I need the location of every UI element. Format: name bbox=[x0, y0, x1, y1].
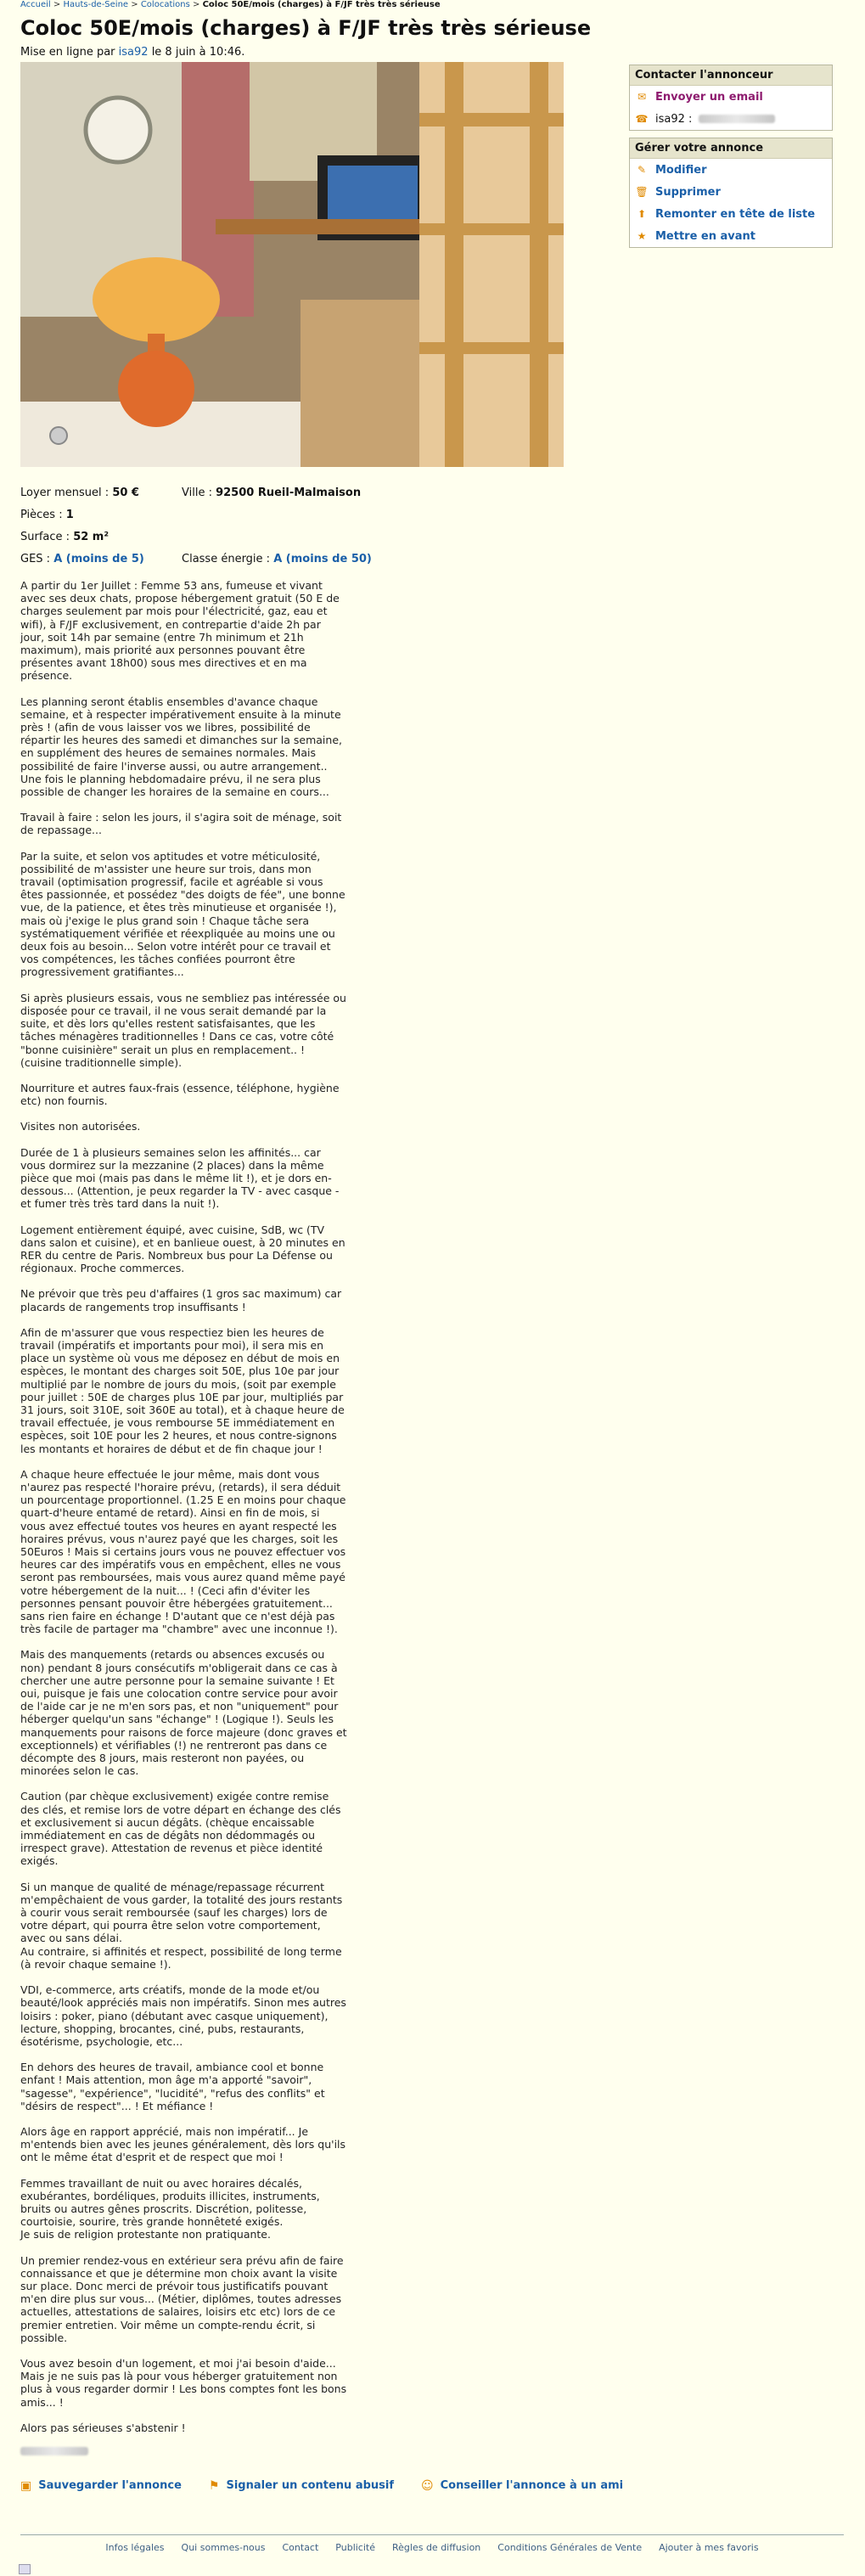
phone-user: isa92 : bbox=[655, 112, 693, 126]
desc-paragraph: Vous avez besoin d'un logement, et moi j'ai besoin d'aide... Mais je ne suis pas là pour vous héberger gratuitement non plus à vous regarder dormir ! Les bons comptes font les bons amis... ! bbox=[20, 2356, 347, 2409]
footer-link[interactable]: Règles de diffusion bbox=[392, 2542, 481, 2553]
bump-ad-label[interactable]: Remonter en tête de liste bbox=[655, 207, 816, 221]
report-abuse-label: Signaler un contenu abusif bbox=[226, 2479, 395, 2493]
posted-prefix: Mise en ligne par bbox=[20, 46, 119, 59]
ad-photo[interactable] bbox=[20, 62, 564, 467]
manage-box-title: Gérer votre annonce bbox=[630, 138, 832, 159]
ad-page bbox=[20, 0, 852, 2493]
posted-line bbox=[20, 46, 852, 59]
report-abuse-button[interactable] bbox=[209, 2479, 394, 2493]
ville-cell bbox=[182, 482, 361, 504]
desc-paragraph: A partir du 1er Juillet : Femme 53 ans, fumeuse et vivant avec ses deux chats, propose hébergement gratuit (50 E de charges seulement par mois pour l'électricité, gaz, eau et wifi), à F/JF exclusivement, en contrepartie d'aide 2h par jour, soit 14h par semaine (entre 7h minimum et 21h maximum), mais priorité aux personnes pouvant être présentes avant 18h00) sous mes directives et en ma présence. bbox=[20, 579, 340, 683]
ges-value[interactable]: A (moins de 5) bbox=[53, 553, 144, 565]
phone-blurred bbox=[699, 115, 775, 123]
send-email-label[interactable]: Envoyer un email bbox=[655, 90, 763, 104]
recommend-ad-button[interactable] bbox=[421, 2479, 623, 2493]
desc-paragraph: Afin de m'assurer que vous respectiez bien les heures de travail (impératifs et importants pour moi), il sera mis en place un système où vous me déposez en début de mois en espèces, le montant des charges soit 50E, plus 10e par jour multiplié par le nombre de jours du mois, (soit par exemple pour juillet : 50E de charges plus 10E par jour, multipliés par 31 jours, soit 310E, soit 360E au total), et à chaque heure de travail effectuée, je vous rembourse 5E immédiatement en espèces, soit 10E pour les 2 heures, et nous contre-signons les montants et horaires de début et de fin chaque jour ! bbox=[20, 1325, 345, 1455]
surface-label: Surface : bbox=[20, 531, 70, 543]
edit-ad-link[interactable] bbox=[630, 159, 832, 181]
desc-paragraph: Logement entièrement équipé, avec cuisine, SdB, wc (TV dans salon et cuisine), et en banlieue ouest, à 20 minutes en RER du centre de Paris. Nombreux bus pour La Défense ou régionaux. Proche commerces. bbox=[20, 1223, 345, 1275]
arrow-up-icon: ⬆ bbox=[637, 208, 647, 220]
sidebar bbox=[629, 65, 833, 255]
feature-ad-link[interactable] bbox=[630, 225, 832, 247]
desc-paragraph: Alors pas sérieuses s'abstenir ! bbox=[20, 2421, 186, 2434]
phone-icon: ☎ bbox=[635, 113, 649, 125]
edit-ad-label[interactable]: Modifier bbox=[655, 163, 707, 177]
desc-paragraph: Femmes travaillant de nuit ou avec horaires décalés, exubérantes, bordéliques, produits illicites, instruments, bruits ou autres gênes proscrits. Discrétion, politesse, courtoisie, sourire, très grande honnêteté exigés. Je suis de religion protestante non pratiquante. bbox=[20, 2176, 320, 2241]
breadcrumb-home[interactable]: Accueil bbox=[20, 0, 51, 9]
breadcrumb-category[interactable]: Colocations bbox=[140, 0, 190, 9]
desc-paragraph: Nourriture et autres faux-frais (essence, téléphone, hygiène etc) non fournis. bbox=[20, 1081, 340, 1108]
feature-ad-label[interactable]: Mettre en avant bbox=[655, 229, 756, 243]
desc-paragraph: Les planning seront établis ensembles d'avance chaque semaine, et à respecter impérativement ensuite à la minute près ! (afin de vous laisser vos we libres, possibilité de répartir les heures des samedi et dimanches sur la semaine, en supplément des heures de semaines normales. Mais possibilité de faire l'inverse aussi, ou autre arrangement.. Une fois le planning hebdomadaire prévu, il ne sera plus possible de changer les horaires de la semaine en cours... bbox=[20, 695, 342, 799]
desc-paragraph: Travail à faire : selon les jours, il s'agira soit de ménage, soit de repassage... bbox=[20, 811, 342, 837]
energie-label: Classe énergie : bbox=[182, 553, 271, 565]
params-row-loyer bbox=[20, 482, 852, 504]
feedback-icon[interactable] bbox=[19, 2564, 31, 2574]
footer-link[interactable]: Contact bbox=[282, 2542, 319, 2553]
ges-label: GES : bbox=[20, 553, 51, 565]
surface-value: 52 m² bbox=[73, 531, 110, 543]
send-email-link[interactable] bbox=[630, 86, 832, 108]
phone-number-blurred bbox=[20, 2447, 88, 2455]
recommend-ad-label: Conseiller l'annonce à un ami bbox=[440, 2479, 624, 2493]
breadcrumb-current: Coloc 50E/mois (charges) à F/JF très très sérieuse bbox=[202, 0, 441, 9]
footer-link[interactable]: Publicité bbox=[335, 2542, 375, 2553]
desc-paragraph: Durée de 1 à plusieurs semaines selon les affinités... car vous dormirez sur la mezzanine (2 places) dans la même pièce que moi (mais pas dans le même lit !), et je dors en-dessous... (Attention, je peux regarder la TV - avec casque - et fumer très très tard dans la nuit !). bbox=[20, 1145, 340, 1211]
pieces-label: Pièces : bbox=[20, 509, 63, 521]
energie-value[interactable]: A (moins de 50) bbox=[273, 553, 372, 565]
pencil-icon: ✎ bbox=[637, 164, 647, 176]
ad-actions bbox=[20, 2479, 852, 2493]
desc-paragraph: Caution (par chèque exclusivement) exigée contre remise des clés, et remise lors de votre départ en échange des clés et exclusivement si aucun dégâts. (chèque encaissable immédiatement en cas de dégâts non dédommagés ou irrespect grave). Attestation de revenus et pièce identité exigés. bbox=[20, 1790, 341, 1868]
trash-icon: 🗑 bbox=[635, 186, 649, 198]
footer-link[interactable]: Conditions Générales de Vente bbox=[497, 2542, 643, 2553]
ville-label: Ville : bbox=[182, 487, 212, 499]
save-ad-label: Sauvegarder l'annonce bbox=[38, 2479, 182, 2493]
warning-icon: ⚑ bbox=[208, 2478, 220, 2493]
star-icon: ★ bbox=[637, 230, 647, 242]
desc-paragraph: Alors âge en rapport apprécié, mais non impératif... Je m'entends bien avec les jeunes généralement, dès lors qu'ils ont le même état d'esprit et de respect que moi ! bbox=[20, 2124, 346, 2164]
breadcrumb: Accueil > Hauts-de-Seine > Colocations > Coloc 50E/mois (charges) à F/JF très très sérieuse bbox=[20, 0, 441, 9]
pieces-value: 1 bbox=[65, 509, 74, 521]
ville-value: 92500 Rueil-Malmaison bbox=[216, 487, 362, 499]
save-ad-button[interactable] bbox=[20, 2479, 182, 2493]
contact-box-title: Contacter l'annonceur bbox=[630, 65, 832, 86]
energie-cell bbox=[182, 548, 372, 571]
delete-ad-label[interactable]: Supprimer bbox=[655, 185, 721, 199]
manage-box bbox=[629, 138, 833, 248]
desc-paragraph: Si après plusieurs essais, vous ne sembliez pas intéressée ou disposée pour ce travail, il ne vous serait demandé par la suite, et dès lors qu'elles restent satisfaisantes, que les tâches ménagères traditionnelles ! Dans ce cas, votre côté "bonne cuisinière" serait un plus en remplacement.. ! (cuisine traditionnelle simple). bbox=[20, 991, 346, 1069]
envelope-icon: ✉ bbox=[637, 91, 647, 103]
delete-ad-link[interactable] bbox=[630, 181, 832, 203]
loyer-label: Loyer mensuel : bbox=[20, 487, 110, 499]
desc-paragraph: Mais des manquements (retards ou absences excusés ou non) pendant 8 jours consécutifs m'obligerait dans ce cas à chercher une autre personne pour la semaine suivante ! Et oui, puisque je fais une colocation contre service pour avoir de l'aide car je ne m'en sors pas, et non "uniquement" pour héberger quelqu'un sans "échange" ! (Logique !). Seuls les manquements pour raisons de force majeure (donc graves et exceptionnels) et vérifiables (!) ne rentreront pas dans ce décompte des 8 jours, mais resteront non payées, ou minorées selon le cas. bbox=[20, 1648, 347, 1778]
loyer-cell bbox=[20, 482, 182, 504]
params-row-energy bbox=[20, 548, 852, 571]
contact-box bbox=[629, 65, 833, 131]
footer bbox=[20, 2534, 844, 2553]
desc-paragraph: VDI, e-commerce, arts créatifs, monde de la mode et/ou beauté/look appréciés mais non impératifs. Sinon mes autres loisirs : poker, piano (débutant avec casque uniquement), lecture, shopping, brocantes, ciné, pubs, restaurants, ésotérisme, psychologie, etc... bbox=[20, 1983, 346, 2048]
save-icon: ▣ bbox=[20, 2478, 32, 2493]
page-title: Coloc 50E/mois (charges) à F/JF très très sérieuse bbox=[20, 16, 592, 40]
room-illustration bbox=[20, 62, 564, 467]
posted-user[interactable]: isa92 bbox=[118, 46, 149, 59]
ad-description bbox=[20, 579, 347, 2434]
footer-link[interactable]: Qui sommes-nous bbox=[181, 2542, 266, 2553]
desc-paragraph: A chaque heure effectuée le jour même, mais dont vous n'aurez pas respecté l'horaire prévu, (retards), il sera déduit un pourcentage proportionnel. (1.25 E en moins pour chaque quart-d'heure entamé de retard). Ainsi en fin de mois, si vous avez effectué toutes vos heures en ayant respecté les horaires prévus, vous n'aurez payé que les charges, soit les 50Euros ! Mais si certains jours vous ne pouvez effectuer vos heures car des impératifs vous en empêchent, elles ne vous seront pas remboursées, mais vous aurez quand même payé votre hébergement de la nuit... ! (Ceci afin d'éviter les personnes pensant pouvoir être hébergées gratuitement... sans rien faire en échange ! D'autant que ce n'est déjà pas très facile de partager ma "chambre" avec une inconnue !). bbox=[20, 1467, 346, 1636]
desc-paragraph: En dehors des heures de travail, ambiance cool et bonne enfant ! Mais attention, mon âge m'a apporté "savoir", "sagesse", "expérience", "lucidité", "refus des conflits" et "désirs de respect"... ! Et méfiance ! bbox=[20, 2061, 325, 2112]
desc-paragraph: Un premier rendez-vous en extérieur sera prévu afin de faire connaissance et que je détermine mon choix avant la visite sur place. Donc merci de prévoir tous justificatifs pouvant m'en dire plus sur vous... (Métier, diplômes, toutes adresses actuelles, attestations de salaires, loisirs etc etc) lors de ce premier entretien. Voir même un compte-rendu écrit, si possible. bbox=[20, 2253, 344, 2344]
loyer-value: 50 € bbox=[112, 487, 139, 499]
params-row-surface bbox=[20, 526, 852, 548]
params-row-pieces bbox=[20, 504, 852, 526]
posted-suffix: le 8 juin à 10:46. bbox=[148, 46, 245, 59]
desc-paragraph: Visites non autorisées. bbox=[20, 1120, 141, 1133]
ad-params bbox=[20, 482, 852, 571]
phone-row bbox=[630, 108, 832, 130]
ges-cell bbox=[20, 548, 182, 571]
friends-icon: ☺ bbox=[421, 2478, 434, 2493]
footer-link[interactable]: Ajouter à mes favoris bbox=[659, 2542, 759, 2553]
breadcrumb-region[interactable]: Hauts-de-Seine bbox=[63, 0, 129, 9]
desc-paragraph: Ne prévoir que très peu d'affaires (1 gros sac maximum) car placards de rangements trop insuffisants ! bbox=[20, 1287, 342, 1313]
desc-paragraph: Par la suite, et selon vos aptitudes et votre méticulosité, possibilité de m'assister une heure sur trois, dans mon travail (optimisation progressif, facile et agréable si vous êtes passionnée, et possédez "des doigts de fée", une bonne vue, de la patience, et êtes très minutieuse et organisée !), mais où j'exige le plus grand soin ! Chaque tâche sera systématiquement vérifiée et réexpliquée au moins une ou deux fois au besoin... Selon votre intérêt pour ce travail et vos compétences, les tâches confiées pourront être progressivement gratifiantes... bbox=[20, 849, 345, 979]
bump-ad-link[interactable] bbox=[630, 203, 832, 225]
footer-link[interactable]: Infos légales bbox=[105, 2542, 165, 2553]
desc-paragraph: Si un manque de qualité de ménage/repassage récurrent m'empêchaient de vous garder, la totalité des jours restants à courir vous serait remboursée (sauf les charges) lors de votre départ, qui pourra être selon votre comportement, avec ou sans délai. Au contraire, si affinités et respect, possibilité de long terme (à revoir chaque semaine !). bbox=[20, 1880, 343, 1971]
